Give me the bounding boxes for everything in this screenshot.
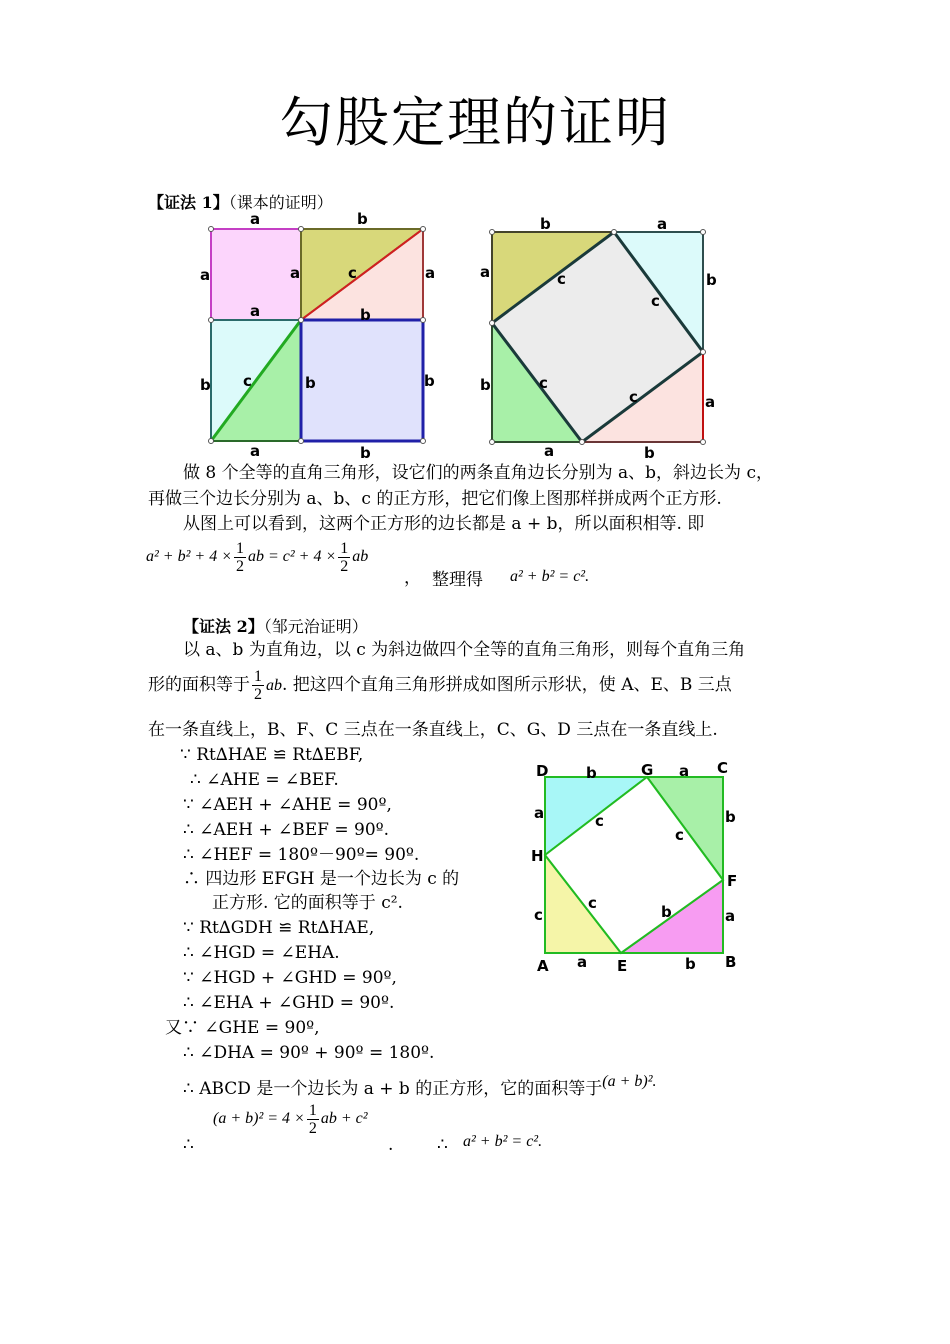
fig3-label: c: [675, 826, 684, 844]
fig2-label: b: [480, 376, 491, 394]
fig2-label: b: [540, 215, 551, 233]
proof1-para2: 从图上可以看到，这两个正方形的边长都是 a + b，所以面积相等. 即: [183, 514, 705, 534]
fraction-half: [252, 668, 264, 703]
final-rhs: ab + c²: [320, 1110, 368, 1128]
fraction-num: 1: [235, 540, 244, 557]
page-title: 勾股定理的证明: [279, 91, 671, 154]
proof1-equation: [146, 540, 368, 575]
eq-end: ab: [352, 548, 369, 566]
fig1-label: a: [290, 264, 301, 282]
proof-step: ∴ 四边形 EFGH 是一个边长为 c 的: [183, 869, 460, 889]
fraction-half: [307, 1102, 319, 1137]
proof-step: ∵ ∠HGD + ∠GHD = 90º,: [183, 968, 397, 988]
abcd-text: ∴ ABCD 是一个边长为 a + b 的正方形，它的面积等于: [183, 1079, 603, 1099]
proof1-para1-line2: 再做三个边长分别为 a、b、c 的正方形，把它们像上图那样拼成两个正方形.: [148, 489, 722, 509]
fig2-label: b: [706, 271, 717, 289]
fig2-label: c: [557, 270, 566, 288]
proof2-line2: [148, 668, 732, 703]
proof2-line3: 在一条直线上，B、F、C 三点在一条直线上，C、G、D 三点在一条直线上.: [148, 720, 718, 740]
point-label: F: [727, 872, 738, 890]
proof1-para1-line1: 做 8 个全等的直角三角形，设它们的两条直角边长分别为 a、b，斜边长为 c，: [183, 463, 773, 483]
fig3-label: a: [534, 804, 545, 822]
abcd-expr: (a + b)².: [602, 1073, 657, 1090]
fig1-label: b: [360, 306, 371, 324]
proof2-heading-label: 【证法 2】: [183, 617, 264, 636]
point-label: C: [717, 759, 729, 777]
fraction-den: 2: [235, 558, 244, 575]
point-label: A: [537, 957, 549, 975]
point-label: G: [641, 761, 654, 779]
proof-step: ∵ Rt∆HAE ≌ Rt∆EBF,: [180, 745, 364, 765]
fig1-label: c: [243, 372, 252, 390]
eq-mid: ab = c² + 4 ×: [247, 548, 337, 566]
proof2-line2-a: 形的面积等于: [148, 675, 250, 695]
fig3-label: c: [595, 812, 604, 830]
fig2-label: a: [480, 263, 491, 281]
proof-step: ∴ ∠EHA + ∠GHD = 90º.: [183, 993, 395, 1013]
fig2-label: c: [629, 388, 638, 406]
fig3-label: c: [588, 894, 597, 912]
fig3-label: b: [685, 955, 696, 973]
fig1-label: a: [250, 442, 261, 460]
proof1-comma: ，: [404, 568, 421, 588]
final-equation: [213, 1102, 368, 1137]
fig1-label: b: [200, 376, 211, 394]
fig1-label: b: [360, 444, 371, 460]
fig2-label: b: [644, 444, 655, 460]
fraction-den: 2: [254, 686, 262, 703]
proof2-line2-ab: ab: [266, 677, 282, 694]
fig3-label: b: [586, 764, 597, 782]
fig1-label: a: [250, 210, 261, 228]
fraction-num: 1: [308, 1102, 317, 1119]
fraction-den: 2: [308, 1120, 317, 1137]
fig3-label: b: [725, 808, 736, 826]
proof2-line2-c: . 把这四个直角三角形拼成如图所示形状，使 A、E、B 三点: [282, 675, 732, 695]
final-therefore: ∴: [183, 1135, 194, 1155]
fig2-label: c: [539, 374, 548, 392]
fig2-label: a: [705, 393, 716, 411]
figure-3-square: [525, 758, 745, 980]
fig1-label: b: [357, 210, 368, 228]
final-therefore-2: ∴: [437, 1135, 448, 1155]
fig3-label: a: [679, 762, 690, 780]
fig1-label: b: [305, 374, 316, 392]
fig2-label: a: [657, 215, 668, 233]
final-dot: .: [388, 1135, 394, 1155]
eq-left: a² + b² + 4 ×: [146, 548, 232, 566]
proof-step: ∵ Rt∆GDH ≌ Rt∆HAE,: [183, 918, 375, 938]
point-label: H: [531, 847, 544, 865]
fig2-label: c: [651, 292, 660, 310]
proof1-heading-label: 【证法 1】: [148, 193, 229, 212]
proof2-sub: （邹元治证明）: [263, 617, 368, 636]
final-lhs: (a + b)² = 4 ×: [213, 1110, 305, 1128]
fraction-half: [234, 540, 246, 575]
figure-1-squares: [195, 208, 445, 460]
fig1-label: a: [250, 302, 261, 320]
fig2-label: a: [544, 442, 555, 460]
proof2-heading: [183, 614, 368, 637]
proof1-sub: （课本的证明）: [228, 193, 333, 212]
final-result: a² + b² = c².: [463, 1133, 543, 1150]
fig3-label: a: [725, 907, 736, 925]
fraction-num: 1: [254, 668, 262, 685]
fig1-label: a: [200, 266, 211, 284]
proof1-tidy: 整理得: [432, 570, 483, 590]
fig1-label: a: [425, 264, 436, 282]
point-label: B: [725, 953, 737, 971]
fraction-den: 2: [340, 558, 349, 575]
proof2-line1: 以 a、b 为直角边，以 c 为斜边做四个全等的直角三角形，则每个直角三角: [183, 640, 746, 660]
proof-step: 又∵ ∠GHE = 90º,: [165, 1018, 320, 1038]
proof-step: ∴ ∠DHA = 90º + 90º = 180º.: [183, 1043, 435, 1063]
figure-2-squares: [475, 208, 725, 460]
abcd-line: [183, 1073, 657, 1102]
fig3-label: b: [661, 903, 672, 921]
proof1-result: a² + b² = c².: [510, 568, 590, 585]
point-label: E: [617, 957, 628, 975]
point-label: D: [536, 762, 549, 780]
proof-step: ∴ ∠AEH + ∠BEF = 90º.: [183, 820, 390, 840]
proof-step: 正方形. 它的面积等于 c².: [212, 893, 403, 913]
proof-step: ∴ ∠AHE = ∠BEF.: [190, 770, 339, 790]
square-b: [301, 320, 423, 441]
proof-step: ∴ ∠HGD = ∠EHA.: [183, 943, 340, 963]
fraction-half: [338, 540, 350, 575]
fig3-label: c: [534, 906, 543, 924]
fig1-label: c: [348, 264, 357, 282]
proof-step: ∴ ∠HEF = 180º－90º= 90º.: [183, 845, 420, 865]
fig3-label: a: [577, 953, 588, 971]
fraction-num: 1: [340, 540, 349, 557]
fig1-label: b: [424, 372, 435, 390]
proof-step: ∵ ∠AEH + ∠AHE = 90º,: [183, 795, 392, 815]
